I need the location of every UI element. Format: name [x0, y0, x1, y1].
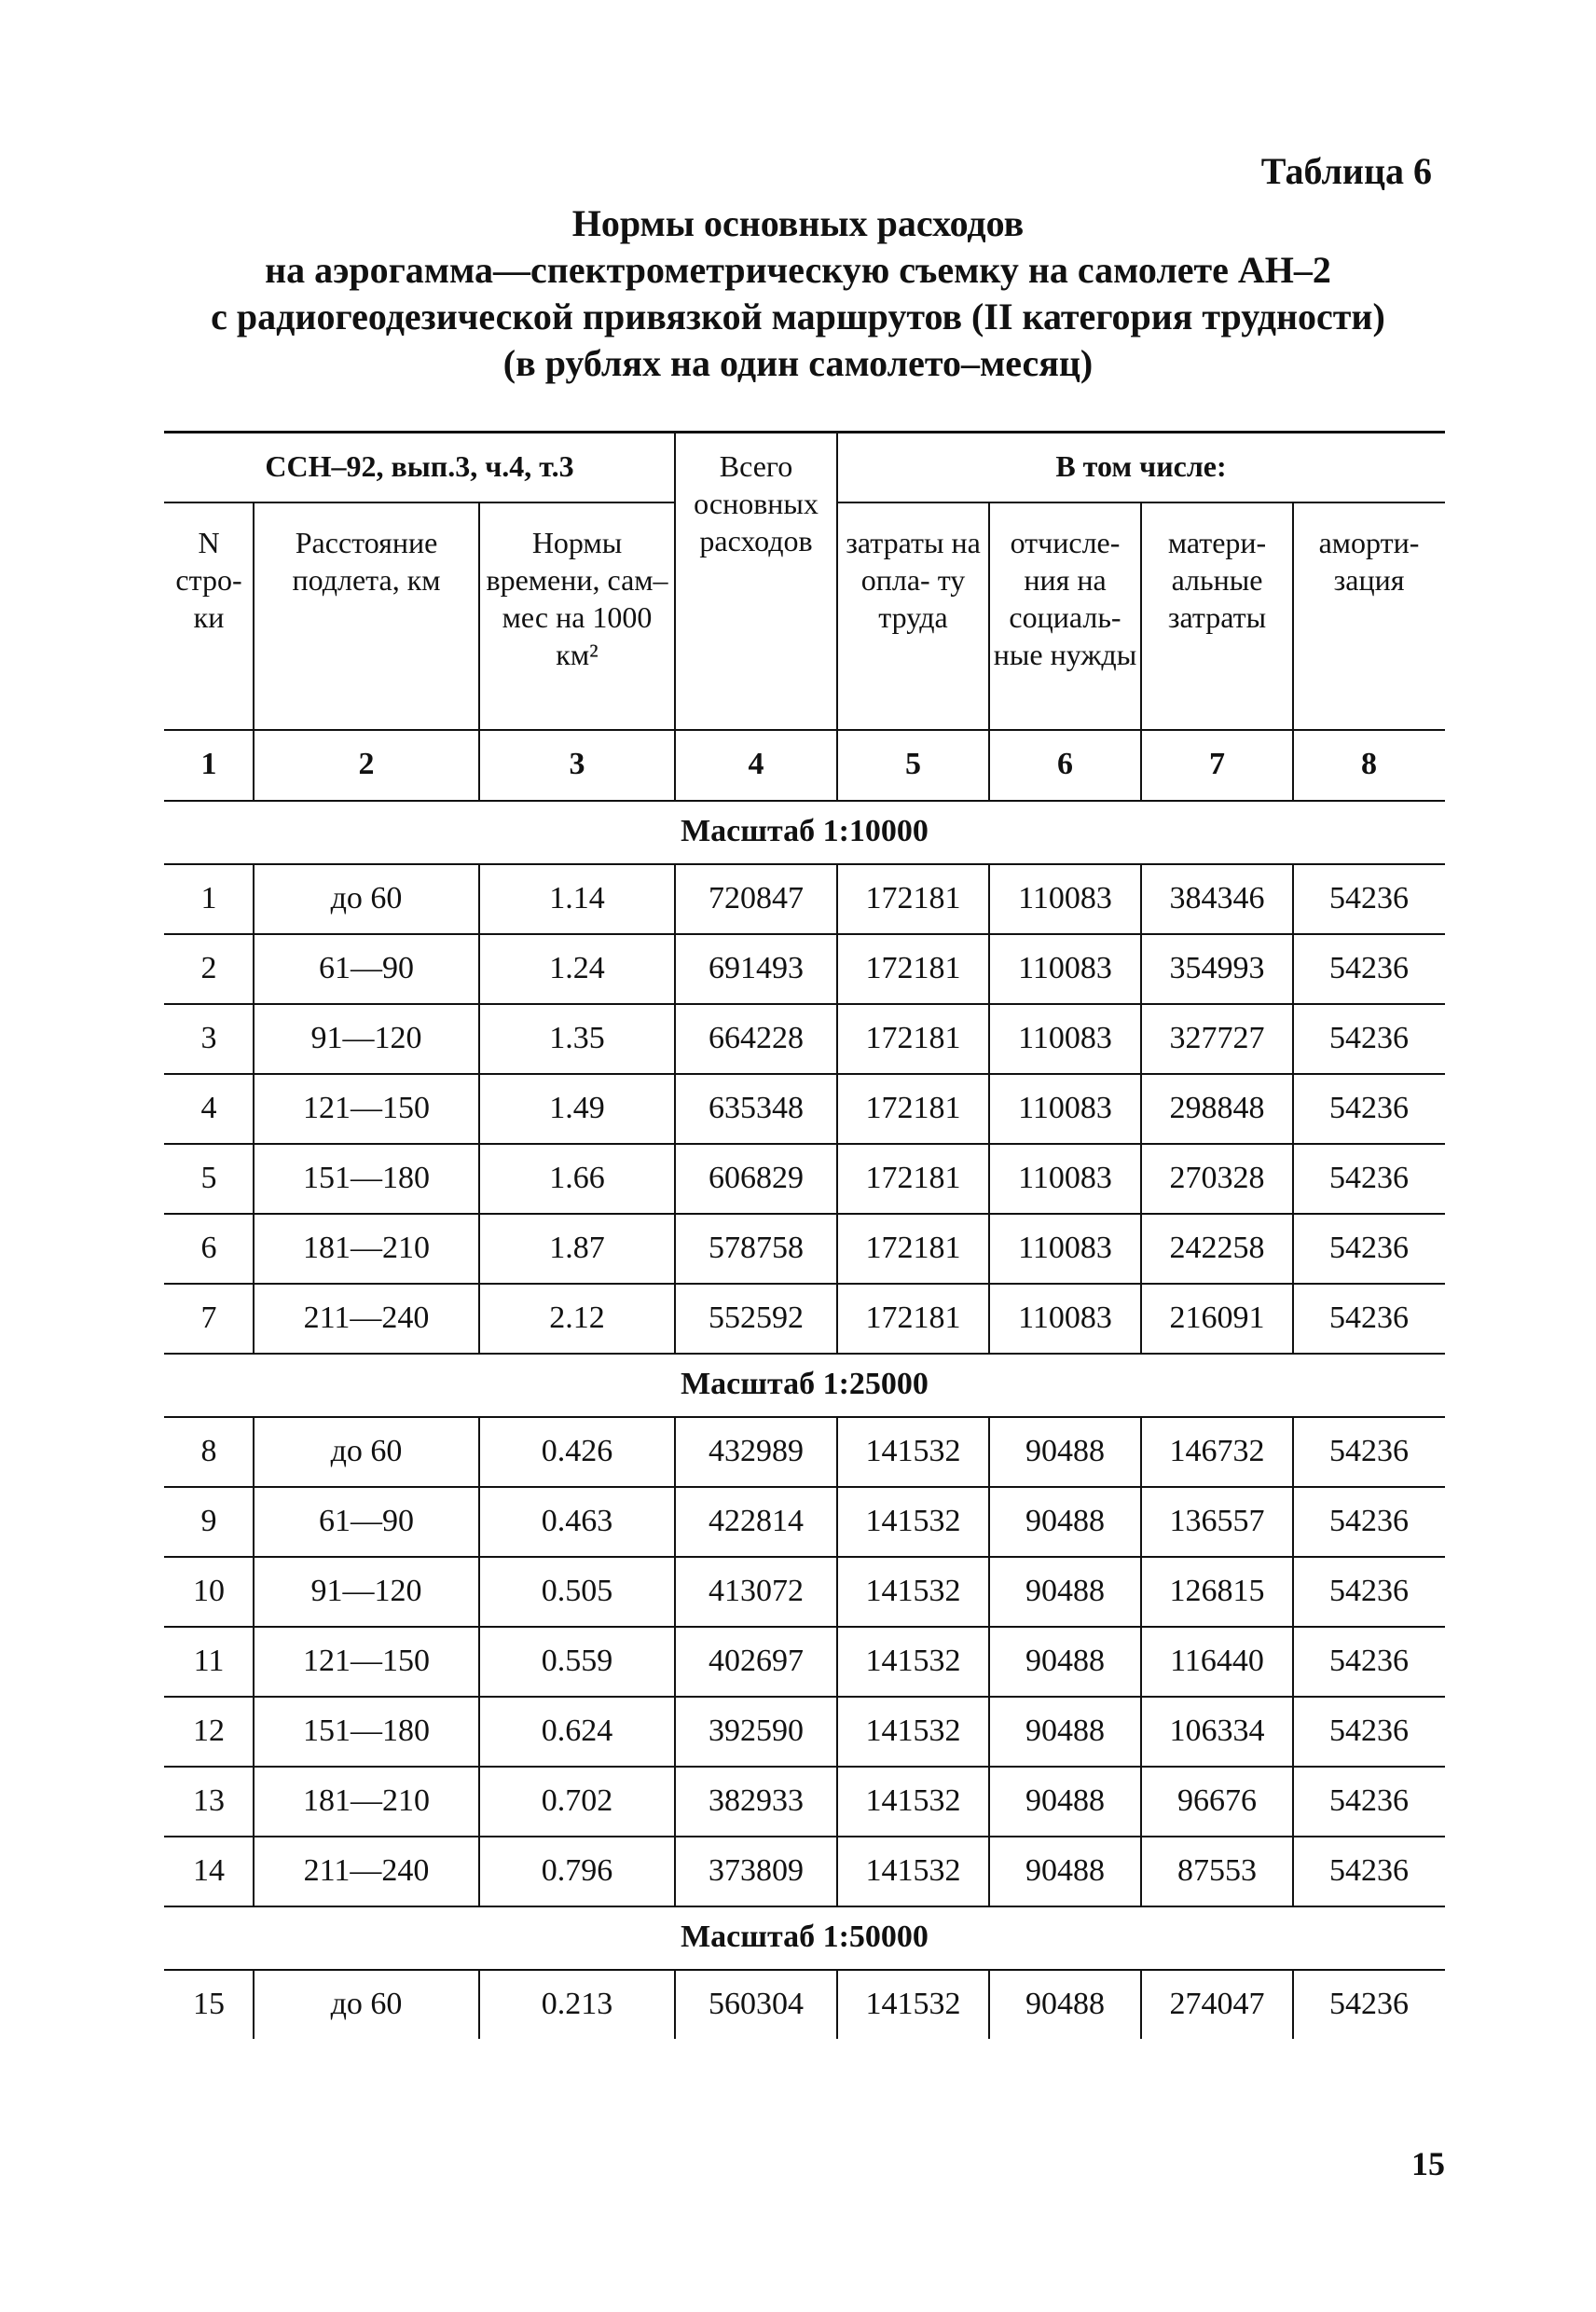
body-column-divider: [674, 863, 676, 1353]
body-column-divider: [836, 863, 838, 1353]
table-cell: 172181: [865, 1230, 961, 1265]
table-cell: 90488: [1025, 1852, 1105, 1888]
header-col-n: N стро- ки: [175, 526, 242, 634]
title-line: на аэрогамма—спектрометрическую съемку на самолете АН–2: [265, 249, 1331, 291]
table-cell: 110083: [1018, 1090, 1112, 1125]
header-col-amort: аморти- зация: [1318, 526, 1420, 597]
table-cell: 121—150: [303, 1090, 430, 1125]
header-column-divider: [988, 502, 990, 800]
table-cell: 172181: [865, 950, 961, 985]
page-number: 15: [1411, 2145, 1445, 2182]
scale-section-label: Масштаб 1:25000: [681, 1367, 929, 1401]
header-column-divider: [1140, 502, 1142, 800]
table-cell: 91—120: [310, 1573, 422, 1608]
body-column-divider: [253, 863, 255, 1353]
body-column-divider: [1140, 863, 1142, 1353]
table-cell: 141532: [865, 1573, 961, 1608]
header-column-divider: [836, 431, 838, 800]
table-cell: 141532: [865, 1433, 961, 1468]
header-group-right: В том числе:: [1055, 449, 1227, 483]
table-cell: 54236: [1329, 1503, 1409, 1538]
table-cell: 106334: [1169, 1713, 1265, 1748]
header-column-divider: [253, 502, 255, 800]
body-column-divider: [1292, 1416, 1294, 1906]
column-number: 6: [1057, 747, 1073, 781]
table-cell: 242258: [1169, 1230, 1265, 1265]
table-cell: 1.49: [549, 1090, 605, 1125]
table-cell: 172181: [865, 880, 961, 915]
body-column-divider: [988, 1416, 990, 1906]
column-number: 8: [1361, 747, 1377, 781]
table-cell: 15: [193, 1986, 225, 2021]
table-cell: 2: [200, 950, 217, 985]
table-cell: 552592: [709, 1300, 804, 1335]
table-cell: 54236: [1329, 880, 1409, 915]
body-column-divider: [988, 863, 990, 1353]
table-cell: 110083: [1018, 1230, 1112, 1265]
table-cell: 54236: [1329, 1573, 1409, 1608]
header-top-rule: [164, 431, 1445, 434]
table-cell: 90488: [1025, 1986, 1105, 2021]
table-cell: 606829: [709, 1160, 804, 1195]
table-cell: 2.12: [549, 1300, 605, 1335]
table-cell: 54236: [1329, 1782, 1409, 1818]
table-cell: 136557: [1169, 1503, 1265, 1538]
column-number: 3: [569, 747, 585, 781]
table-cell: 54236: [1329, 950, 1409, 985]
table-cell: 90488: [1025, 1433, 1105, 1468]
table-cell: 413072: [709, 1573, 804, 1608]
table-cell: 90488: [1025, 1782, 1105, 1818]
table-cell: до 60: [330, 1986, 403, 2021]
table-cell: 141532: [865, 1852, 961, 1888]
table-cell: 54236: [1329, 1713, 1409, 1748]
table-cell: 146732: [1169, 1433, 1265, 1468]
table-cell: 270328: [1169, 1160, 1265, 1195]
table-cell: 54236: [1329, 1160, 1409, 1195]
table-cell: до 60: [330, 1433, 403, 1468]
table-cell: 96676: [1177, 1782, 1257, 1818]
header-col-norms: Нормы времени, сам–мес на 1000 км²: [486, 526, 668, 671]
table-cell: 392590: [709, 1713, 804, 1748]
header-column-divider: [478, 502, 480, 800]
table-cell: 14: [193, 1852, 225, 1888]
scale-section-label: Масштаб 1:10000: [681, 814, 929, 848]
header-col-labor: затраты на опла- ту труда: [846, 526, 981, 634]
table-cell: 61—90: [319, 1503, 414, 1538]
body-column-divider: [1140, 1969, 1142, 2039]
table-cell: 382933: [709, 1782, 804, 1818]
table-cell: 181—210: [303, 1782, 430, 1818]
table-cell: 691493: [709, 950, 804, 985]
table-cell: 578758: [709, 1230, 804, 1265]
table-cell: 110083: [1018, 1300, 1112, 1335]
body-column-divider: [1292, 1969, 1294, 2039]
table-cell: 635348: [709, 1090, 804, 1125]
table-cell: 126815: [1169, 1573, 1265, 1608]
table-cell: 720847: [709, 880, 804, 915]
header-column-divider: [674, 431, 676, 800]
table-cell: 0.426: [541, 1433, 613, 1468]
table-cell: 10: [193, 1573, 225, 1608]
table-cell: 90488: [1025, 1573, 1105, 1608]
table-cell: 298848: [1169, 1090, 1265, 1125]
body-column-divider: [988, 1969, 990, 2039]
table-cell: 116440: [1170, 1643, 1264, 1678]
table-cell: 141532: [865, 1713, 961, 1748]
table-cell: 0.624: [541, 1713, 613, 1748]
title-line: с радиогеодезической привязкой маршрутов (II категория трудности): [211, 296, 1385, 337]
header-column-divider: [1292, 502, 1294, 800]
body-column-divider: [674, 1969, 676, 2039]
body-column-divider: [478, 1969, 480, 2039]
table-cell: 6: [200, 1230, 217, 1265]
table-cell: 211—240: [303, 1300, 430, 1335]
table-label: Таблица 6: [1260, 150, 1432, 192]
title-line: (в рублях на один самолето–месяц): [502, 342, 1094, 384]
table-cell: 121—150: [303, 1643, 430, 1678]
table-cell: 172181: [865, 1160, 961, 1195]
body-column-divider: [1292, 863, 1294, 1353]
table-cell: 0.213: [541, 1986, 613, 2021]
table-cell: 0.796: [541, 1852, 613, 1888]
table-cell: 1.24: [549, 950, 605, 985]
table-cell: до 60: [330, 880, 403, 915]
table-cell: 110083: [1018, 880, 1112, 915]
column-number: 7: [1209, 747, 1225, 781]
table-cell: 110083: [1018, 950, 1112, 985]
table-cell: 0.463: [541, 1503, 613, 1538]
table-cell: 13: [193, 1782, 225, 1818]
table-cell: 54236: [1329, 1433, 1409, 1468]
table-cell: 664228: [709, 1020, 804, 1055]
table-cell: 1.87: [549, 1230, 605, 1265]
table-cell: 151—180: [303, 1713, 430, 1748]
table-cell: 90488: [1025, 1643, 1105, 1678]
body-column-divider: [674, 1416, 676, 1906]
header-col-social: отчисле- ния на социаль- ные нужды: [993, 526, 1137, 671]
table-cell: 216091: [1169, 1300, 1265, 1335]
title-line: Нормы основных расходов: [571, 202, 1025, 244]
table-cell: 1.14: [549, 880, 605, 915]
table-cell: 354993: [1169, 950, 1265, 985]
table-cell: 61—90: [319, 950, 414, 985]
table-cell: 91—120: [310, 1020, 422, 1055]
column-number: 2: [358, 747, 375, 781]
table-cell: 211—240: [303, 1852, 430, 1888]
table-cell: 87553: [1177, 1852, 1257, 1888]
body-column-divider: [836, 1969, 838, 2039]
table-cell: 141532: [865, 1643, 961, 1678]
table-cell: 141532: [865, 1782, 961, 1818]
body-column-divider: [836, 1416, 838, 1906]
table-cell: 1: [200, 880, 217, 915]
table-cell: 54236: [1329, 1230, 1409, 1265]
table-cell: 3: [200, 1020, 217, 1055]
table-cell: 1.35: [549, 1020, 605, 1055]
table-cell: 54236: [1329, 1643, 1409, 1678]
body-column-divider: [478, 1416, 480, 1906]
table-cell: 90488: [1025, 1713, 1105, 1748]
table-cell: 54236: [1329, 1300, 1409, 1335]
header-col-distance: Расстояние подлета, км: [292, 526, 441, 597]
column-number: 5: [905, 747, 921, 781]
table-cell: 4: [200, 1090, 217, 1125]
table-cell: 172181: [865, 1300, 961, 1335]
table-cell: 422814: [709, 1503, 804, 1538]
table-cell: 432989: [709, 1433, 804, 1468]
table-cell: 327727: [1169, 1020, 1265, 1055]
column-number: 4: [748, 747, 764, 781]
table-cell: 402697: [709, 1643, 804, 1678]
table-cell: 172181: [865, 1020, 961, 1055]
table-cell: 560304: [709, 1986, 804, 2021]
table-cell: 151—180: [303, 1160, 430, 1195]
table-cell: 141532: [865, 1986, 961, 2021]
group-left-rule: [164, 502, 675, 503]
table-cell: 0.702: [541, 1782, 613, 1818]
table-cell: 0.505: [541, 1573, 613, 1608]
column-number: 1: [200, 747, 217, 781]
table-cell: 110083: [1018, 1020, 1112, 1055]
table-cell: 1.66: [549, 1160, 605, 1195]
table-cell: 11: [193, 1643, 225, 1678]
table-cell: 384346: [1169, 880, 1265, 915]
table-cell: 373809: [709, 1852, 804, 1888]
body-column-divider: [1140, 1416, 1142, 1906]
norms-table: [164, 431, 1445, 2071]
table-cell: 8: [200, 1433, 217, 1468]
header-col-material: матери- альные затраты: [1167, 526, 1267, 634]
table-cell: 54236: [1329, 1986, 1409, 2021]
table-cell: 172181: [865, 1090, 961, 1125]
table-cell: 54236: [1329, 1090, 1409, 1125]
table-cell: 274047: [1169, 1986, 1265, 2021]
table-cell: 54236: [1329, 1020, 1409, 1055]
body-column-divider: [253, 1969, 255, 2039]
table-cell: 5: [200, 1160, 217, 1195]
table-cell: 54236: [1329, 1852, 1409, 1888]
table-title: [186, 200, 1410, 387]
table-cell: 9: [200, 1503, 217, 1538]
table-cell: 181—210: [303, 1230, 430, 1265]
table-cell: 7: [200, 1300, 217, 1335]
header-group-left: ССН–92, вып.3, ч.4, т.3: [265, 449, 574, 483]
header-total: Всего основных расходов: [694, 449, 819, 557]
table-cell: 0.559: [541, 1643, 613, 1678]
table-cell: 12: [193, 1713, 225, 1748]
body-column-divider: [478, 863, 480, 1353]
scale-section-label: Масштаб 1:50000: [681, 1920, 929, 1954]
table-cell: 141532: [865, 1503, 961, 1538]
body-column-divider: [253, 1416, 255, 1906]
table-cell: 110083: [1018, 1160, 1112, 1195]
table-cell: 90488: [1025, 1503, 1105, 1538]
